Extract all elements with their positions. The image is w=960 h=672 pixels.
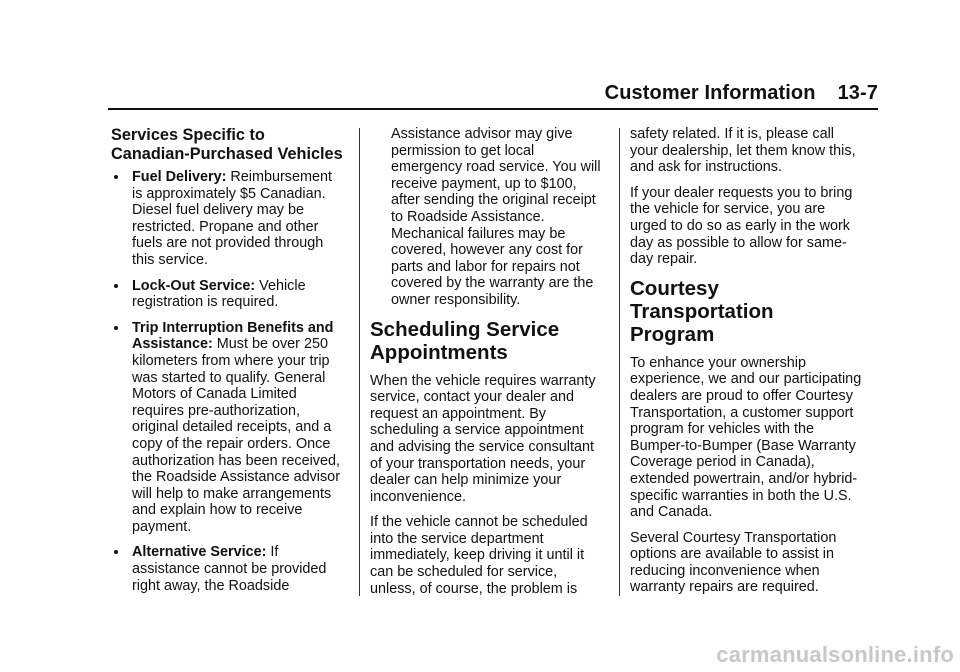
column-divider (619, 128, 620, 596)
paragraph: When the vehicle requires warranty service, contact your dealer and request an appointment. By scheduling a service appointment and advising the service consultant of your transportation needs, your dealer can help minimize your inconvenience. (370, 372, 596, 505)
item-text: Reimbursement is approximately $5 Canadian. Diesel fuel delivery may be restricted. Propane and other fuels are not provided through this service. (132, 169, 332, 268)
page-number: 13-7 (837, 82, 878, 104)
list-item (111, 544, 343, 594)
section-title: Customer Information (604, 82, 816, 104)
paragraph: safety related. If it is, please call your dealership, let them know this, and ask for instructions. (630, 126, 856, 176)
item-text: If assistance cannot be provided right away, the Roadside (132, 544, 327, 594)
list-item (111, 169, 343, 269)
bullet-list (111, 169, 343, 594)
item-label: Trip Interruption Benefits and Assistance: (132, 319, 334, 353)
bullet-icon (114, 550, 118, 554)
column-1 (111, 126, 343, 603)
section-heading: Services Specific to Canadian-Purchased Vehicles (111, 126, 343, 163)
bullet-icon (114, 175, 118, 179)
paragraph: To enhance your ownership experience, we and our participating dealers are proud to offer Courtesy Transportation, a customer support program for vehicles with the Bumper-to-Bumper (Base Warranty Coverage period in Canada), extended powertrain, and/or hybrid-specific warranties in both the U.S. and Canada. (630, 354, 862, 521)
bullet-icon (114, 326, 118, 330)
paragraph: If the vehicle cannot be scheduled into the service department immediately, keep driving it until it can be scheduled for service, unless, of course, the problem is (370, 514, 588, 597)
section-heading: Scheduling Service Appointments (370, 317, 560, 364)
header-title (605, 82, 878, 105)
column-3 (630, 126, 862, 605)
item-label: Alternative Service: (132, 544, 267, 561)
item-label: Fuel Delivery: (132, 169, 227, 185)
continued-text: Assistance advisor may give permission to get local emergency road service. You will receive payment, up to $100, after sending the original receipt to Roadside Assistance. Mechanical failures may be covered, however any cost for parts and labor for repairs not covered by the warranty are the owner responsibility. (391, 126, 601, 308)
bullet-icon (114, 284, 118, 288)
list-item (111, 278, 343, 311)
item-label: Lock-Out Service: (132, 277, 256, 294)
item-text: Must be over 250 kilometers from where your trip was started to qualify. General Motors of Canada Limited requires pre-authorization, original detailed receipts, and a copy of the repair orders. Once authorization has been received, the Roadside Assistance advisor will help to make arrangements and explain how to receive payment. (132, 336, 341, 535)
watermark: carmanualsonline.info (716, 642, 954, 667)
page-header (108, 78, 878, 110)
paragraph: If your dealer requests you to bring the vehicle for service, you are urged to do so as early in the work day as possible to allow for same-day repair. (630, 184, 853, 268)
list-item (111, 320, 343, 536)
paragraph: Several Courtesy Transportation options are available to assist in reducing inconvenience when warranty repairs are required. (630, 529, 837, 596)
section-heading: Courtesy Transportation Program (630, 276, 774, 346)
column-2 (370, 126, 602, 606)
item-text: Vehicle registration is required. (132, 277, 306, 311)
column-divider (359, 128, 360, 596)
